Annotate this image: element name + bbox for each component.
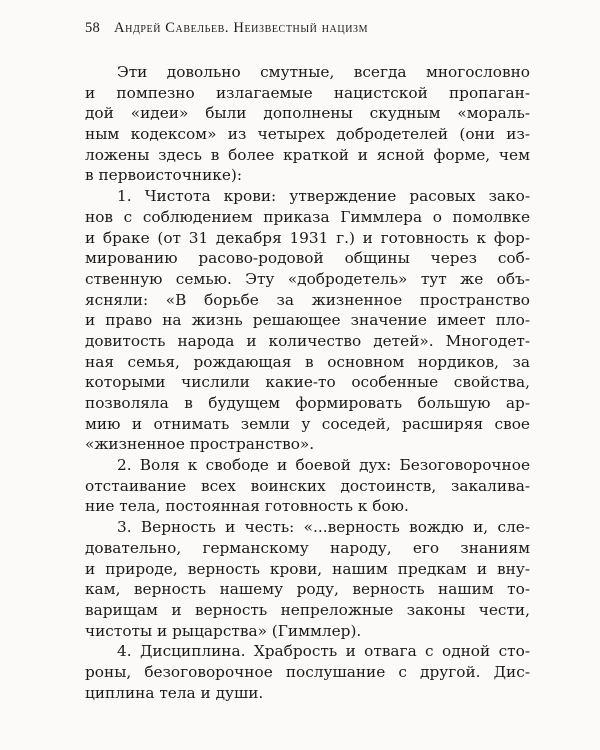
text-line: ние тела, постоянная готовность к бою.: [85, 497, 409, 516]
running-title: Андрей Савельев. Неизвестный нацизм: [114, 20, 369, 36]
text-line: ным кодексом» из четырех добродетелей (они из-: [85, 125, 530, 144]
text-line: позволяла в будущем формировать большую ар-: [85, 394, 530, 412]
text-line: 4. Дисциплина. Храбрость и отвага с одной сто-: [117, 642, 530, 661]
text-line: довитость народа и количество детей». Многодет-: [85, 331, 530, 350]
text-line: которыми числили какие-то особенные свойства,: [85, 373, 530, 392]
text-line: и браке (от 31 декабря 1931 г.) и готовность к фор-: [85, 228, 530, 247]
page-number: 58: [85, 20, 101, 36]
text-line: и природе, верность крови, нашим предкам и вну-: [85, 559, 530, 578]
text-line: и право на жизнь решающее значение имеет пло-: [85, 311, 530, 330]
text-line: отстаивание всех воинских достоинств, закалива-: [85, 476, 530, 495]
text-line: кам, верность нашему роду, верность нашим то-: [85, 580, 530, 599]
text-line: 1. Чистота крови: утверждение расовых зако-: [117, 187, 530, 206]
text-line: ясняли: «В борьбе за жизненное пространство: [85, 290, 530, 309]
text-line: 2. Воля к свободе и боевой дух: Безоговорочное: [117, 456, 530, 475]
text-line: нов с соблюдением приказа Гиммлера о помолвке: [85, 207, 530, 226]
text-line: мированию расово-родовой общины через соб-: [85, 249, 530, 268]
body-text: [85, 62, 530, 703]
text-line: «жизненное пространство».: [85, 435, 315, 454]
text-line: дой «идеи» были дополнены скудным «мораль-: [85, 104, 530, 123]
text-line: Эти довольно смутные, всегда многословно: [117, 63, 530, 81]
running-header: [85, 20, 525, 40]
text-line: ложены здесь в более краткой и ясной форме, чем: [85, 145, 530, 164]
text-line: ственную семью. Эту «добродетель» тут же объ-: [85, 269, 530, 288]
text-line: довательно, германскому народу, его знаниям: [85, 538, 530, 557]
text-line: роны, безоговорочное послушание с другой. Дис-: [85, 662, 530, 681]
text-line: 3. Верность и честь: «...верность вождю и, сле-: [117, 518, 530, 537]
text-line: в первоисточнике):: [85, 166, 243, 185]
text-line: и помпезно излагаемые нацистской пропаган-: [85, 83, 530, 102]
text-line: ная семья, рождающая в основном нордиков, за: [85, 352, 530, 371]
text-line: циплина тела и души.: [85, 683, 264, 702]
text-line: варищам и верность непреложные законы чести,: [85, 600, 530, 619]
text-line: чистоты и рыцарства» (Гиммлер).: [85, 621, 362, 640]
text-line: мию и отнимать земли у соседей, расширяя свое: [85, 414, 530, 433]
